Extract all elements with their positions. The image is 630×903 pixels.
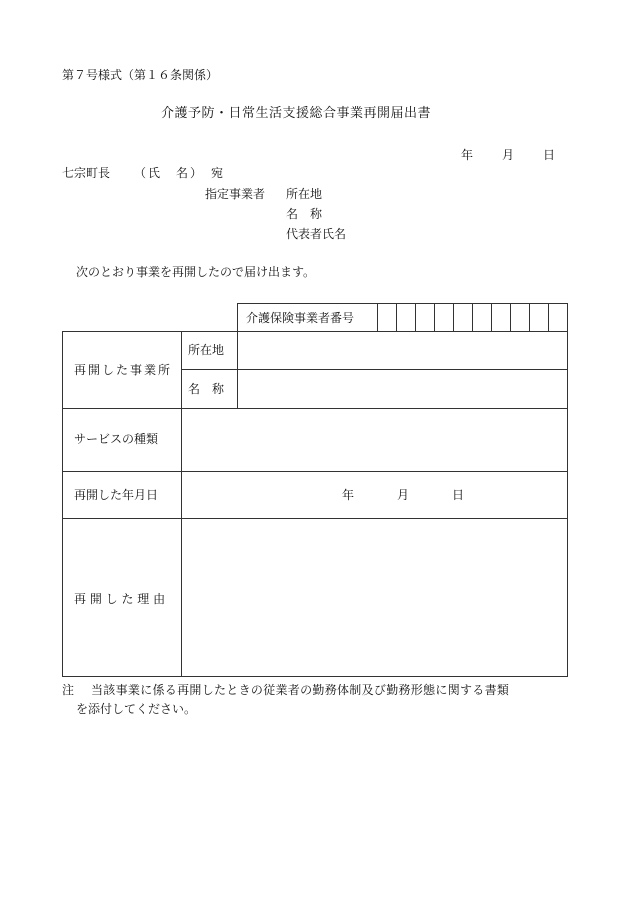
reopen-date-label: 再開した年月日: [74, 488, 159, 502]
date-day: 日: [543, 148, 556, 162]
addressee-mayor: 七宗町長: [62, 166, 111, 180]
office-name-value[interactable]: [240, 372, 564, 406]
note-mark: 注: [62, 683, 75, 697]
office-name-label: 名 称: [188, 382, 225, 396]
operator-label: 指定事業者: [205, 187, 266, 201]
addressee-suffix: 宛: [211, 166, 224, 180]
date-year: 年: [461, 148, 474, 162]
note-line1: 当該事業に係る再開したときの従業者の勤務体制及び勤務形態に関する書類: [91, 683, 510, 697]
office-address-value[interactable]: [240, 333, 564, 367]
statement: 次のとおり事業を再開したので届け出ます。: [76, 265, 316, 279]
office-label: 再開した事業所: [74, 363, 173, 377]
office-address-label: 所在地: [188, 343, 225, 357]
reopen-date-year: 年: [342, 488, 355, 502]
insurance-number-label: 介護保険事業者番号: [246, 311, 355, 325]
operator-address-label: 所在地: [286, 187, 323, 201]
addressee-name: （氏 名）: [134, 166, 205, 180]
date-month: 月: [502, 148, 515, 162]
reopen-date-day: 日: [452, 488, 465, 502]
reason-label: 再 開 し た 理 由: [74, 592, 166, 606]
operator-name-label: 名 称: [286, 207, 323, 221]
service-type-label: サービスの種類: [74, 432, 159, 446]
note-line2: を添付してください。: [76, 702, 197, 716]
document-title: 介護予防・日常生活支援総合事業再開届出書: [161, 106, 432, 121]
reason-value[interactable]: [184, 521, 564, 673]
reopen-date-month: 月: [397, 488, 410, 502]
service-type-value[interactable]: [184, 411, 564, 469]
operator-representative-label: 代表者氏名: [286, 227, 347, 241]
form-number: 第７号様式（第１６条関係）: [62, 68, 219, 82]
